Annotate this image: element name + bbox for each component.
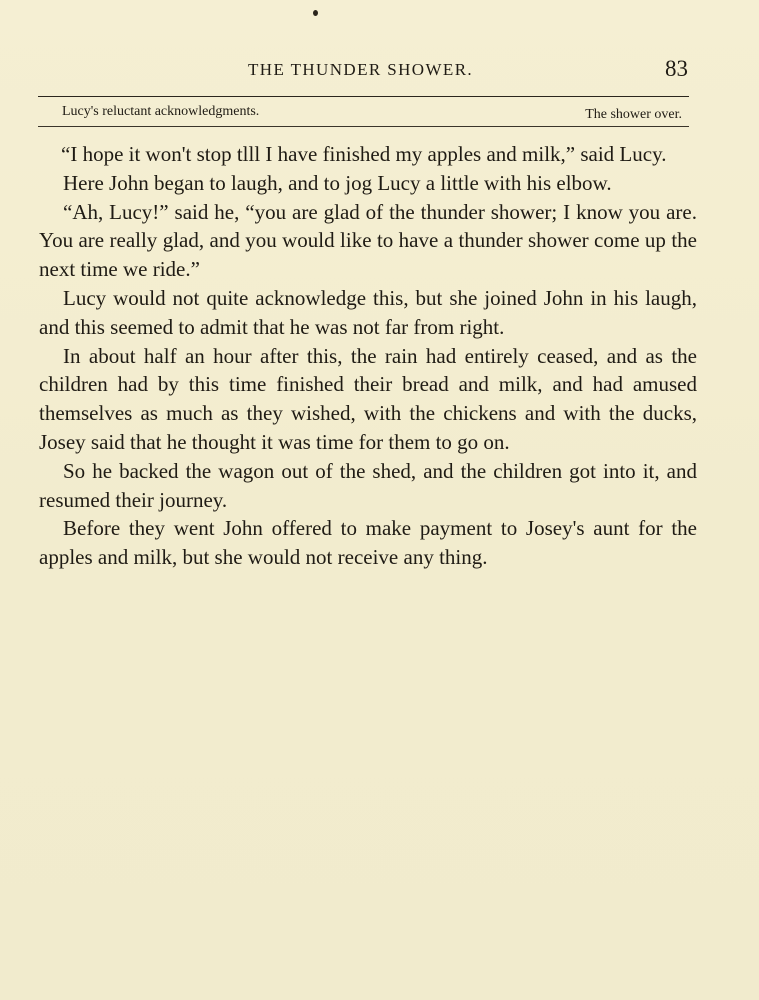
header-rule <box>38 96 689 97</box>
chapter-subheading <box>62 104 682 124</box>
paragraph: So he backed the wagon out of the shed, and the children got into it, and resumed their journey. <box>39 458 697 512</box>
body-text <box>39 140 697 572</box>
subheading-left: Lucy's reluctant acknowledgments. <box>62 104 260 119</box>
ink-dot <box>313 10 318 16</box>
page-number: 83 <box>665 56 688 81</box>
paragraph: “I hope it won't stop tlll I have finished my apples and milk,” said Lucy. <box>61 142 667 166</box>
paragraph: “Ah, Lucy!” said he, “you are glad of the thunder shower; I know you are. You are really glad, and you would like to have a thunder shower come up the next time we ride.” <box>39 199 697 282</box>
paragraph: Before they went John offered to make payment to Josey's aunt for the apples and milk, but she would not receive any thing. <box>39 516 697 570</box>
subheading-right: The shower over. <box>585 107 682 122</box>
paragraph: Here John began to laugh, and to jog Lucy a little with his elbow. <box>63 170 612 195</box>
subheading-rule <box>38 126 689 127</box>
paragraph: Lucy would not quite acknowledge this, but she joined John in his laugh, and this seemed to admit that he was not far from right. <box>39 285 697 339</box>
running-title: THE THUNDER SHOWER. <box>248 60 474 79</box>
running-head <box>38 58 690 84</box>
paragraph: In about half an hour after this, the rain had entirely ceased, and as the children had by this time finished their bread and milk, and had amused themselves as much as they wished, with the chickens and with the ducks, Josey said that he thought it was time for them to go on. <box>39 343 697 454</box>
